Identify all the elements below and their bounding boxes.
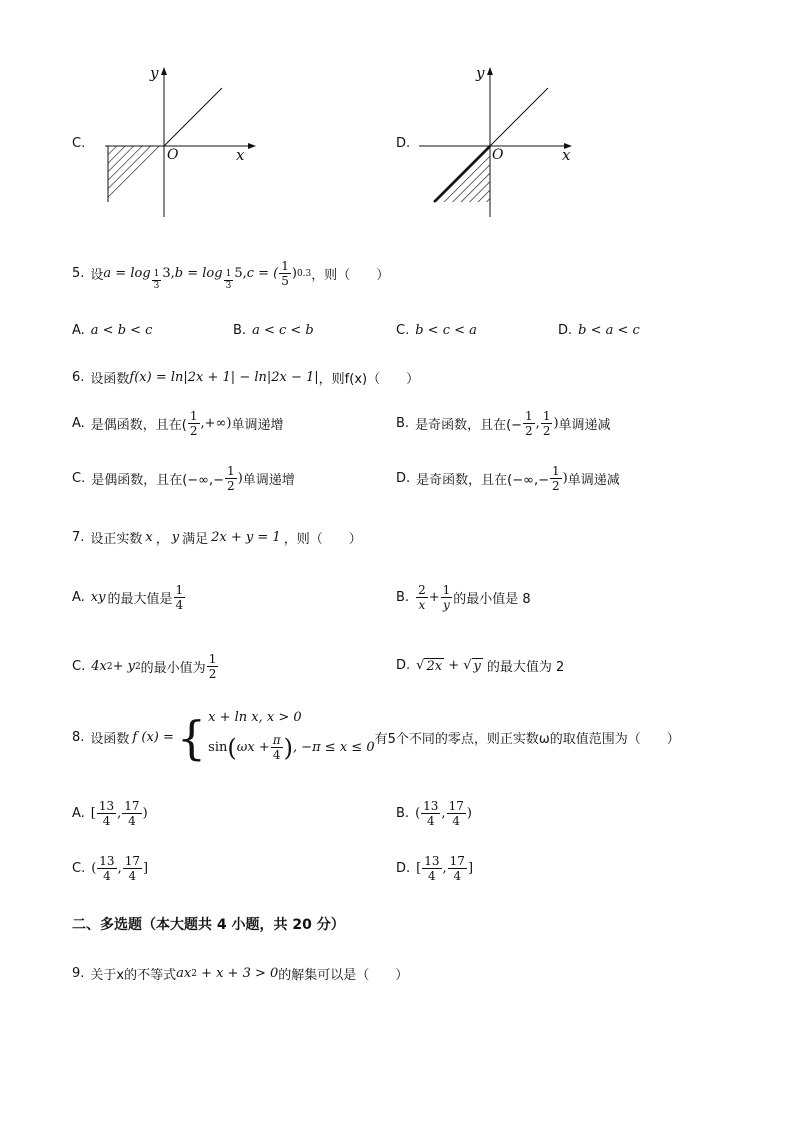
q8-b-num1: 13	[423, 799, 439, 813]
q8-option-c-frac1	[97, 855, 116, 882]
q8-pi-frac	[271, 734, 283, 761]
question-5-lead: 设	[90, 268, 104, 283]
q5-option-c-label: C.	[396, 323, 410, 338]
q8-option-c[interactable]: C. ( $\frac{13}{4}$ , $\frac{17}{4}$ ]	[72, 854, 149, 883]
q8-option-d-frac2	[448, 855, 467, 882]
question-8	[72, 708, 680, 767]
q8-case-2-sin: sin	[208, 739, 228, 755]
figure-c-graph	[90, 62, 260, 222]
q5-option-b[interactable]	[233, 323, 314, 338]
question-7	[72, 528, 362, 547]
q7-option-d[interactable]	[396, 656, 564, 675]
question-9-expr2: + x + 3 > 0	[196, 966, 279, 981]
q5-a-arg: 3,	[162, 266, 175, 281]
q7-option-b-desc: 的最小值是 8	[453, 592, 531, 607]
q5-a-log: a = log	[103, 266, 151, 281]
q5-option-b-text: a < c < b	[252, 323, 314, 338]
q7-option-b[interactable]	[396, 584, 531, 611]
q7-option-b-label: B.	[396, 590, 410, 605]
figure-d-y-arrow	[487, 67, 493, 75]
question-6-lead: 设函数	[90, 372, 130, 387]
q6-option-c-label: C.	[72, 471, 86, 486]
q7-d-sqrt2-symbol: √	[463, 658, 472, 673]
q8-cases	[208, 708, 374, 767]
q6-b-den1: 2	[525, 424, 533, 438]
q8-case-2-domain: , −π ≤ x ≤ 0	[292, 739, 375, 755]
q8-d-den2: 4	[453, 869, 462, 883]
q6-option-a-desc: 单调递增	[231, 418, 284, 433]
q6-option-c-frac	[225, 465, 237, 492]
section-2-title: 二、多选题（本大题共 4 小题，共 20 分）	[72, 917, 345, 933]
q8-option-d-label: D.	[396, 861, 411, 876]
q5-option-c[interactable]	[396, 323, 477, 338]
question-6-number: 6.	[72, 370, 85, 385]
figure-c-x-arrow	[248, 143, 256, 149]
q5-b-base-den: 3	[225, 281, 232, 291]
figure-d-graph	[414, 62, 584, 222]
q5-c-num: 1	[281, 259, 289, 273]
q7-c-num: 1	[208, 652, 217, 666]
q8-option-a[interactable]: A. [ $\frac{13}{4}$ , $\frac{17}{4}$ )	[72, 799, 148, 828]
question-8-number: 8.	[72, 730, 85, 746]
q8-option-c-frac2	[123, 855, 142, 882]
question-7-cond: 2x + y = 1	[211, 530, 281, 545]
figure-c-diagonal	[164, 88, 222, 146]
q8-option-b-frac2	[447, 800, 466, 827]
question-9	[72, 964, 408, 983]
q5-b-arg: 5,	[234, 266, 247, 281]
q7-c-den: 2	[208, 667, 217, 681]
q6-d-den: 2	[551, 479, 560, 493]
q8-left-paren-icon: (	[227, 733, 237, 762]
q6-option-b-desc: 单调递减	[558, 418, 611, 433]
q8-option-c-label: C.	[72, 861, 86, 876]
q7-option-c-expr1: 4x	[91, 659, 107, 674]
q5-c-close: )	[291, 266, 297, 281]
q8-option-a-label: A.	[72, 806, 85, 821]
q6-option-d[interactable]	[396, 465, 620, 492]
question-7-number: 7.	[72, 530, 85, 545]
q8-pi-den: 4	[272, 748, 281, 763]
q7-option-d-radicand2: y	[473, 658, 481, 674]
question-5-number: 5.	[72, 266, 85, 281]
q6-option-b-frac1	[523, 410, 535, 437]
q8-c-num2: 17	[124, 854, 140, 868]
q5-option-c-text: b < c < a	[415, 323, 477, 338]
q6-option-b-post: )	[553, 416, 559, 431]
question-9-tail: 的解集可以是（ ）	[278, 968, 409, 983]
q8-a-den1: 4	[102, 814, 111, 828]
question-8-tail: 有5个不同的零点，则正实数ω的取值范围为（ ）	[374, 732, 680, 748]
q6-b-num2: 1	[542, 409, 551, 423]
q7-b-num1: 2	[418, 583, 426, 597]
q8-option-d-close: ]	[467, 861, 474, 876]
figure-c-y-label: y	[150, 64, 159, 82]
q7-option-a-frac	[174, 584, 186, 611]
question-5-tail: ，则（ ）	[311, 268, 390, 283]
question-8-fx: f (x) =	[132, 730, 174, 746]
question-7-mid: 满足	[182, 532, 209, 547]
question-7-lead: 设正实数	[90, 532, 143, 547]
figure-d-x-label: x	[562, 146, 571, 164]
figure-d-y-label: y	[476, 64, 485, 82]
q8-option-d-open: [	[416, 861, 422, 876]
q7-d-sqrt1-symbol: √	[416, 658, 425, 673]
q8-option-a-frac2	[122, 800, 141, 827]
q5-option-a-label: A.	[72, 323, 85, 338]
q8-option-b-label: B.	[396, 806, 410, 821]
q7-option-d-label: D.	[396, 658, 411, 673]
q6-option-a[interactable]	[72, 410, 283, 437]
question-6-tail: ，则f(x)（ ）	[318, 372, 420, 387]
q8-case-2-inner: ωx +	[236, 739, 270, 755]
q6-option-d-pre: 是奇函数，且在(−∞,−	[416, 473, 549, 488]
question-5	[72, 256, 389, 291]
q7-option-d-plus: +	[444, 658, 464, 673]
q7-option-b-frac1	[416, 584, 428, 611]
q5-c-expr: c = (	[246, 266, 279, 281]
figure-c-shaded-region	[108, 146, 164, 202]
q6-b-num1: 1	[525, 409, 533, 423]
q5-a-base-den: 3	[153, 281, 160, 291]
question-9-exponent: 2	[191, 968, 197, 979]
q5-option-a-text: a < b < c	[90, 323, 153, 338]
question-7-y: y	[171, 530, 180, 545]
q7-a-num: 1	[175, 583, 184, 597]
q5-a-base	[152, 270, 162, 291]
q8-c-den2: 4	[128, 869, 137, 883]
q5-b-base	[224, 270, 234, 291]
q6-option-c-desc: 单调递增	[242, 473, 295, 488]
q8-option-a-close: )	[142, 806, 148, 821]
q6-a-num: 1	[189, 409, 198, 423]
q6-option-a-post: ,+∞)	[200, 416, 232, 431]
q8-option-c-close: ]	[143, 861, 149, 876]
q6-option-b-label: B.	[396, 416, 410, 431]
q7-option-c-expr2: + y	[112, 659, 135, 674]
q6-option-b-pre: 是奇函数，且在(−	[415, 418, 523, 433]
q8-c-den1: 4	[103, 869, 111, 883]
question-7-x: x	[145, 530, 153, 545]
question-6-expr: f(x) = ln|2x + 1| − ln|2x − 1|	[129, 370, 319, 385]
q5-a-base-num: 1	[153, 269, 160, 279]
q8-option-d[interactable]: D. [ $\frac{13}{4}$ , $\frac{17}{4}$ ]	[396, 854, 474, 883]
figure-d-label: D.	[396, 136, 411, 151]
q7-option-b-frac2	[441, 584, 453, 611]
q7-option-d-radicand1: 2x	[426, 658, 443, 674]
q8-b-num2: 17	[448, 799, 464, 813]
q7-option-a-desc: 的最大值是	[107, 592, 173, 607]
q8-option-c-open: (	[91, 861, 97, 876]
q8-pi-num: π	[272, 733, 281, 748]
q7-option-c-exp2: 2	[134, 661, 141, 672]
q8-d-num1: 13	[424, 854, 440, 868]
q7-option-c-desc: 的最小值为	[140, 661, 206, 676]
q6-c-num: 1	[227, 464, 235, 478]
q8-option-b[interactable]: B. ( $\frac{13}{4}$ , $\frac{17}{4}$ )	[396, 799, 472, 828]
question-8-lead: 设函数	[90, 732, 130, 748]
q7-option-c-frac	[207, 653, 219, 680]
q8-brace-icon: {	[176, 710, 207, 765]
q7-option-c-exp1: 2	[106, 661, 113, 672]
question-7-sep: ，	[155, 532, 169, 547]
q6-option-b-mid: ,	[535, 416, 540, 431]
q6-option-c-post: )	[237, 471, 243, 486]
q8-case-1: x + ln x, x > 0	[208, 710, 302, 725]
q6-option-a-frac	[188, 410, 200, 437]
q6-option-c[interactable]	[72, 465, 295, 492]
q8-a-den2: 4	[128, 814, 136, 828]
q6-option-b[interactable]	[396, 410, 611, 437]
q8-d-den1: 4	[428, 869, 436, 883]
q5-option-b-label: B.	[233, 323, 247, 338]
q8-d-num2: 17	[449, 854, 465, 868]
q7-option-a-label: A.	[72, 590, 85, 605]
q6-d-num: 1	[551, 464, 560, 478]
q8-option-a-open: [	[90, 806, 96, 821]
question-6	[72, 368, 419, 387]
q6-a-den: 2	[189, 424, 198, 438]
q6-c-den: 2	[227, 479, 235, 493]
q5-option-d-label: D.	[558, 323, 573, 338]
q5-option-d-text: b < a < c	[578, 323, 640, 338]
q6-b-den2: 2	[542, 424, 551, 438]
q6-option-c-pre: 是偶函数，且在(−∞,−	[91, 473, 225, 488]
q8-right-paren-icon: )	[283, 733, 293, 762]
figure-c-origin-label: O	[167, 147, 179, 163]
q8-option-a-frac1	[97, 800, 116, 827]
q8-a-num1: 13	[98, 799, 115, 813]
question-9-expr: ax	[176, 966, 192, 981]
q5-option-a[interactable]	[72, 323, 152, 338]
q8-a-num2: 17	[124, 799, 140, 813]
q8-option-b-open: (	[415, 806, 421, 821]
q8-b-den1: 4	[426, 814, 435, 828]
q7-option-d-desc: 的最大值为 2	[486, 660, 565, 675]
q7-option-c-label: C.	[72, 659, 86, 674]
q7-option-b-plus: +	[428, 590, 440, 605]
q7-a-den: 4	[175, 598, 184, 612]
question-9-number: 9.	[72, 966, 85, 981]
figure-d-diagonal-upper	[490, 88, 548, 146]
figure-c-y-arrow	[161, 67, 167, 75]
question-7-tail: ，则（ ）	[283, 532, 362, 547]
q8-c-num1: 13	[99, 854, 115, 868]
q6-option-d-label: D.	[396, 471, 411, 486]
q7-b-num2: 1	[442, 583, 451, 597]
q7-option-a-expr: xy	[90, 590, 106, 605]
q6-option-d-post: )	[562, 471, 568, 486]
q5-c-frac	[279, 260, 291, 287]
q7-b-den2: y	[443, 598, 450, 612]
q8-option-b-frac1	[421, 800, 440, 827]
figure-c-label: C.	[72, 136, 86, 151]
q7-option-c[interactable]	[72, 653, 219, 680]
q5-option-d[interactable]	[558, 323, 640, 338]
q5-b-log: b = log	[174, 266, 223, 281]
q8-option-b-close: )	[466, 806, 472, 821]
q5-c-den: 5	[281, 274, 289, 288]
q8-b-den2: 4	[452, 814, 461, 828]
q6-option-d-desc: 单调递减	[567, 473, 620, 488]
q8-case-2	[208, 729, 374, 767]
q7-b-den1: x	[418, 598, 426, 612]
q6-option-d-frac	[550, 465, 562, 492]
q5-b-base-num: 1	[225, 269, 232, 279]
q8-option-d-frac1	[422, 855, 441, 882]
question-9-lead: 关于x的不等式	[90, 968, 177, 983]
q6-option-a-pre: 是偶函数，且在(	[90, 418, 187, 433]
q6-option-b-frac2	[541, 410, 553, 437]
q7-option-a[interactable]	[72, 584, 186, 611]
q5-c-exponent: 0.3	[296, 268, 312, 279]
q6-option-a-label: A.	[72, 416, 85, 431]
figure-d-origin-label: O	[492, 147, 504, 163]
figure-c-x-label: x	[236, 146, 245, 164]
